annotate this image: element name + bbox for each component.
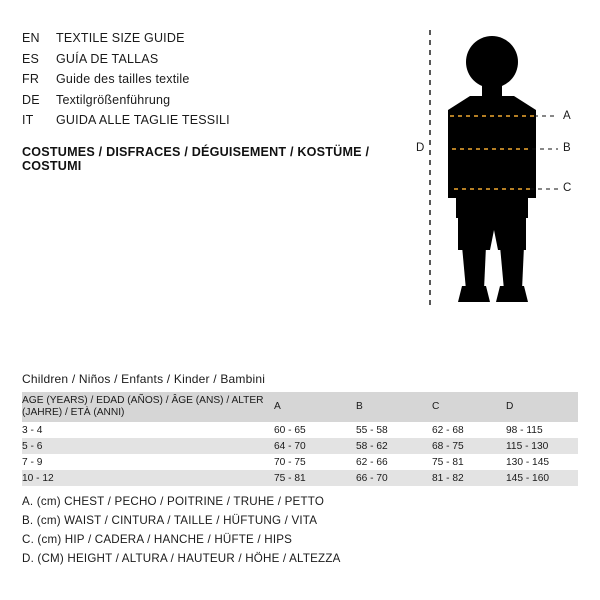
cell-d: 130 - 145 <box>506 454 578 470</box>
size-table-section <box>22 372 578 486</box>
language-row <box>22 28 422 49</box>
silhouette-foot-right <box>496 286 528 302</box>
cell-b: 58 - 62 <box>356 438 432 454</box>
costumes-subtitle: COSTUMES / DISFRACES / DÉGUISEMENT / KOSTÜME / COSTUMI <box>22 144 370 173</box>
silhouette-leg-left <box>462 246 486 290</box>
legend-line-c: C. (cm) HIP / CADERA / HANCHE / HÜFTE / HIPS <box>22 533 293 546</box>
table-header-age: AGE (YEARS) / EDAD (AÑOS) / ÂGE (ANS) / ALTER (JAHRE) / ETÀ (ANNI) <box>22 392 274 422</box>
silhouette-foot-left <box>458 286 490 302</box>
figure-area <box>400 18 590 328</box>
language-row <box>22 110 422 131</box>
language-code: EN <box>22 31 40 45</box>
cell-a: 60 - 65 <box>274 422 356 438</box>
cell-d: 98 - 115 <box>506 422 578 438</box>
silhouette-head <box>466 36 518 88</box>
language-code: DE <box>22 92 40 107</box>
size-table <box>22 392 578 486</box>
table-header-d: D <box>506 392 578 422</box>
cell-age: 5 - 6 <box>22 438 274 454</box>
table-row <box>22 438 578 454</box>
table-header-a: A <box>274 392 356 422</box>
cell-d: 115 - 130 <box>506 438 578 454</box>
silhouette-leg-right <box>500 246 524 290</box>
table-row <box>22 470 578 486</box>
silhouette-neck <box>482 82 502 96</box>
cell-age: 3 - 4 <box>22 422 274 438</box>
cell-age: 7 - 9 <box>22 454 274 470</box>
language-text: GUÍA DE TALLAS <box>56 51 159 66</box>
table-header-b: B <box>356 392 432 422</box>
measurement-legend <box>22 492 542 568</box>
child-silhouette-icon <box>400 18 590 328</box>
measurement-label-d: D <box>416 142 425 154</box>
language-code: FR <box>22 72 40 86</box>
cell-c: 75 - 81 <box>432 454 506 470</box>
language-text: TEXTILE SIZE GUIDE <box>56 31 185 45</box>
language-text: GUIDA ALLE TAGLIE TESSILI <box>56 113 230 127</box>
cell-d: 145 - 160 <box>506 470 578 486</box>
legend-line-b: B. (cm) WAIST / CINTURA / TAILLE / HÜFTUNG / VITA <box>22 514 318 527</box>
table-section-title: Children / Niños / Enfants / Kinder / Bambini <box>22 372 266 386</box>
silhouette-shorts <box>458 214 526 250</box>
language-row <box>22 90 422 111</box>
cell-c: 68 - 75 <box>432 438 506 454</box>
cell-b: 55 - 58 <box>356 422 432 438</box>
table-row <box>22 454 578 470</box>
legend-line-a: A. (cm) CHEST / PECHO / POITRINE / TRUHE / PETTO <box>22 495 325 508</box>
cell-a: 70 - 75 <box>274 454 356 470</box>
table-row <box>22 422 578 438</box>
silhouette-torso <box>448 96 536 218</box>
cell-a: 75 - 81 <box>274 470 356 486</box>
cell-c: 62 - 68 <box>432 422 506 438</box>
cell-b: 66 - 70 <box>356 470 432 486</box>
language-code: ES <box>22 51 40 66</box>
legend-line-d: D. (CM) HEIGHT / ALTURA / HAUTEUR / HÖHE / ALTEZZA <box>22 552 341 565</box>
language-row <box>22 69 422 90</box>
table-header-c: C <box>432 392 506 422</box>
measurement-label-c: C <box>563 182 572 194</box>
language-code: IT <box>22 113 34 127</box>
language-text: Textilgrößenführung <box>56 92 171 107</box>
cell-age: 10 - 12 <box>22 470 274 486</box>
measurement-label-b: B <box>563 142 571 154</box>
cell-b: 62 - 66 <box>356 454 432 470</box>
language-text: Guide des tailles textile <box>56 72 190 86</box>
language-row <box>22 49 422 70</box>
header-language-list <box>22 28 425 173</box>
table-header-row <box>22 392 578 422</box>
cell-c: 81 - 82 <box>432 470 506 486</box>
measurement-label-a: A <box>563 110 571 122</box>
cell-a: 64 - 70 <box>274 438 356 454</box>
